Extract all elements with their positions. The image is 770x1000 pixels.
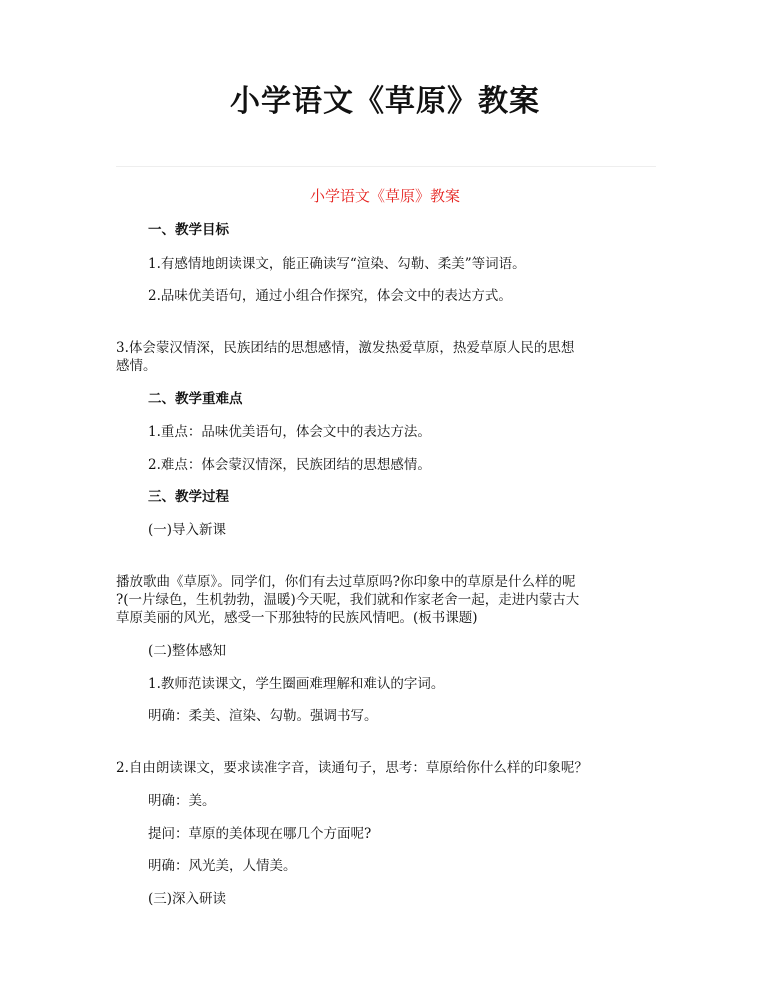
goal-item-3-line-1: 3.体会蒙汉情深，民族团结的思想感情，激发热爱草原，热爱草原人民的思想	[116, 340, 575, 356]
goal-item-3-line-2: 感情。	[116, 358, 157, 374]
clarify-line-3: 明确：风光美，人情美。	[148, 858, 297, 874]
article-subtitle: 小学语文《草原》教案	[309, 187, 460, 205]
step-heading-perceive: (二)整体感知	[148, 643, 227, 659]
clarify-line-2: 明确：美。	[148, 793, 216, 809]
clarify-line-1: 明确：柔美、渲染、勾勒。强调书写。	[148, 708, 378, 724]
title-divider	[116, 166, 656, 167]
section-heading-goals: 一、教学目标	[148, 222, 229, 238]
section-heading-process: 三、教学过程	[148, 489, 229, 505]
step-heading-intro: (一)导入新课	[148, 522, 227, 538]
perceive-item-1: 1.教师范读课文，学生圈画难理解和难认的字词。	[148, 676, 445, 692]
intro-paragraph-line-1: 播放歌曲《草原》。同学们，你们有去过草原吗?你印象中的草原是什么样的呢	[116, 574, 576, 590]
intro-paragraph-line-3: 草原美丽的风光，感受一下那独特的民族风情吧。(板书课题)	[116, 610, 478, 626]
key-point-2: 2.难点：体会蒙汉情深，民族团结的思想感情。	[148, 457, 431, 473]
goal-item-1: 1.有感情地朗读课文，能正确读写“渲染、勾勒、柔美”等词语。	[148, 256, 526, 272]
step-heading-study: (三)深入研读	[148, 891, 227, 907]
key-point-1: 1.重点：品味优美语句，体会文中的表达方法。	[148, 424, 431, 440]
perceive-item-2: 2.自由朗读课文，要求读准字音，读通句子，思考：草原给你什么样的印象呢？	[116, 760, 588, 776]
goal-item-2: 2.品味优美语句，通过小组合作探究，体会文中的表达方式。	[148, 288, 512, 304]
section-heading-key-points: 二、教学重难点	[148, 391, 243, 407]
intro-paragraph-line-2: ?(一片绿色，生机勃勃，温暖)今天呢，我们就和作家老舍一起，走进内蒙古大	[116, 592, 580, 608]
page-title: 小学语文《草原》教案	[230, 84, 540, 119]
question-line: 提问：草原的美体现在哪几个方面呢?	[148, 826, 372, 842]
